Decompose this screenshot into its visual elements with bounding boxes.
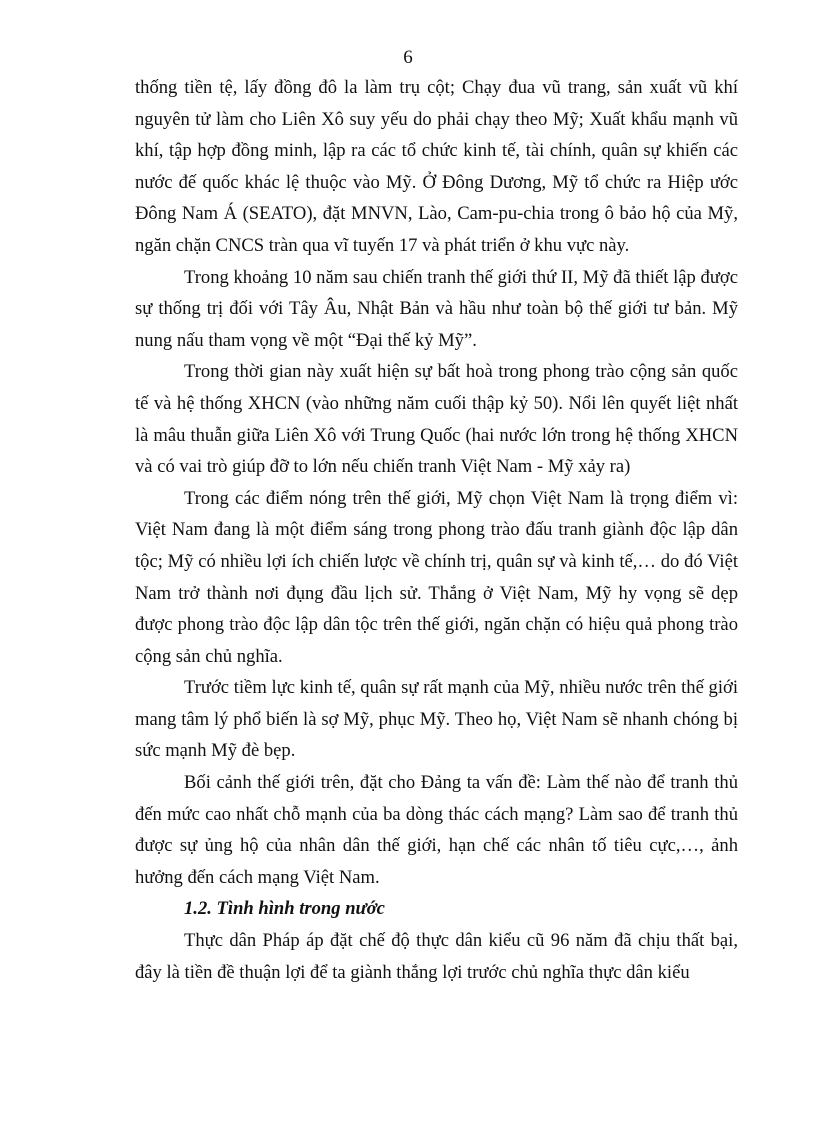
section-heading: 1.2. Tình hình trong nước	[184, 898, 385, 920]
paragraph-2: Trong khoảng 10 năm sau chiến tranh thế giới thứ II, Mỹ đã thiết lập được sự thống trị đối với Tây Âu, Nhật Bản và hầu như toàn bộ thế giới tư bản. Mỹ nung nấu tham vọng về một “Đại thế kỷ Mỹ”.	[135, 266, 738, 351]
paragraph-3: Trong thời gian này xuất hiện sự bất hoà trong phong trào cộng sản quốc tế và hệ thống XHCN (vào những năm cuối thập kỷ 50). Nổi lên quyết liệt nhất là mâu thuẫn giữa Liên Xô với Trung Quốc (hai nước lớn trong hệ thống XHCN và có vai trò giúp đỡ to lớn nếu chiến tranh Việt Nam - Mỹ xảy ra)	[135, 361, 738, 478]
paragraph-7: Thực dân Pháp áp đặt chế độ thực dân kiểu cũ 96 năm đã chịu thất bại, đây là tiền đề thuận lợi để ta giành thắng lợi trước chủ nghĩa thực dân kiểu	[135, 930, 738, 983]
page-number: 6	[403, 47, 413, 68]
paragraph-5: Trước tiềm lực kinh tế, quân sự rất mạnh của Mỹ, nhiều nước trên thế giới mang tâm lý phổ biến là sợ Mỹ, phục Mỹ. Theo họ, Việt Nam sẽ nhanh chóng bị sức mạnh Mỹ đè bẹp.	[135, 677, 738, 762]
document-body	[135, 72, 738, 988]
paragraph-1: thống tiền tệ, lấy đồng đô la làm trụ cột; Chạy đua vũ trang, sản xuất vũ khí nguyên tử làm cho Liên Xô suy yếu do phải chạy theo Mỹ; Xuất khẩu mạnh vũ khí, tập hợp đồng minh, lập ra các tổ chức kinh tế, tài chính, quân sự khiến các nước đế quốc khác lệ thuộc vào Mỹ. Ở Đông Dương, Mỹ tổ chức ra Hiệp ước Đông Nam Á (SEATO), đặt MNVN, Lào, Cam-pu-chia trong ô bảo hộ của Mỹ, ngăn chặn CNCS tràn qua vĩ tuyến 17 và phát triển ở khu vực này.	[135, 77, 738, 256]
paragraph-6: Bối cảnh thế giới trên, đặt cho Đảng ta vấn đề: Làm thế nào để tranh thủ đến mức cao nhất chỗ mạnh của ba dòng thác cách mạng? Làm sao để tranh thủ được sự ủng hộ của nhân dân thế giới, hạn chế các nhân tố tiêu cực,…, ảnh hưởng đến cách mạng Việt Nam.	[135, 772, 738, 888]
paragraph-4: Trong các điểm nóng trên thế giới, Mỹ chọn Việt Nam là trọng điểm vì: Việt Nam đang là một điểm sáng trong phong trào đấu tranh giành độc lập dân tộc; Mỹ có nhiều lợi ích chiến lược về chính trị, quân sự và kinh tế,… do đó Việt Nam trở thành nơi đụng đầu lịch sử. Thắng ở Việt Nam, Mỹ hy vọng sẽ dẹp được phong trào độc lập dân tộc trên thế giới, ngăn chặn có hiệu quả phong trào cộng sản chủ nghĩa.	[135, 487, 738, 667]
